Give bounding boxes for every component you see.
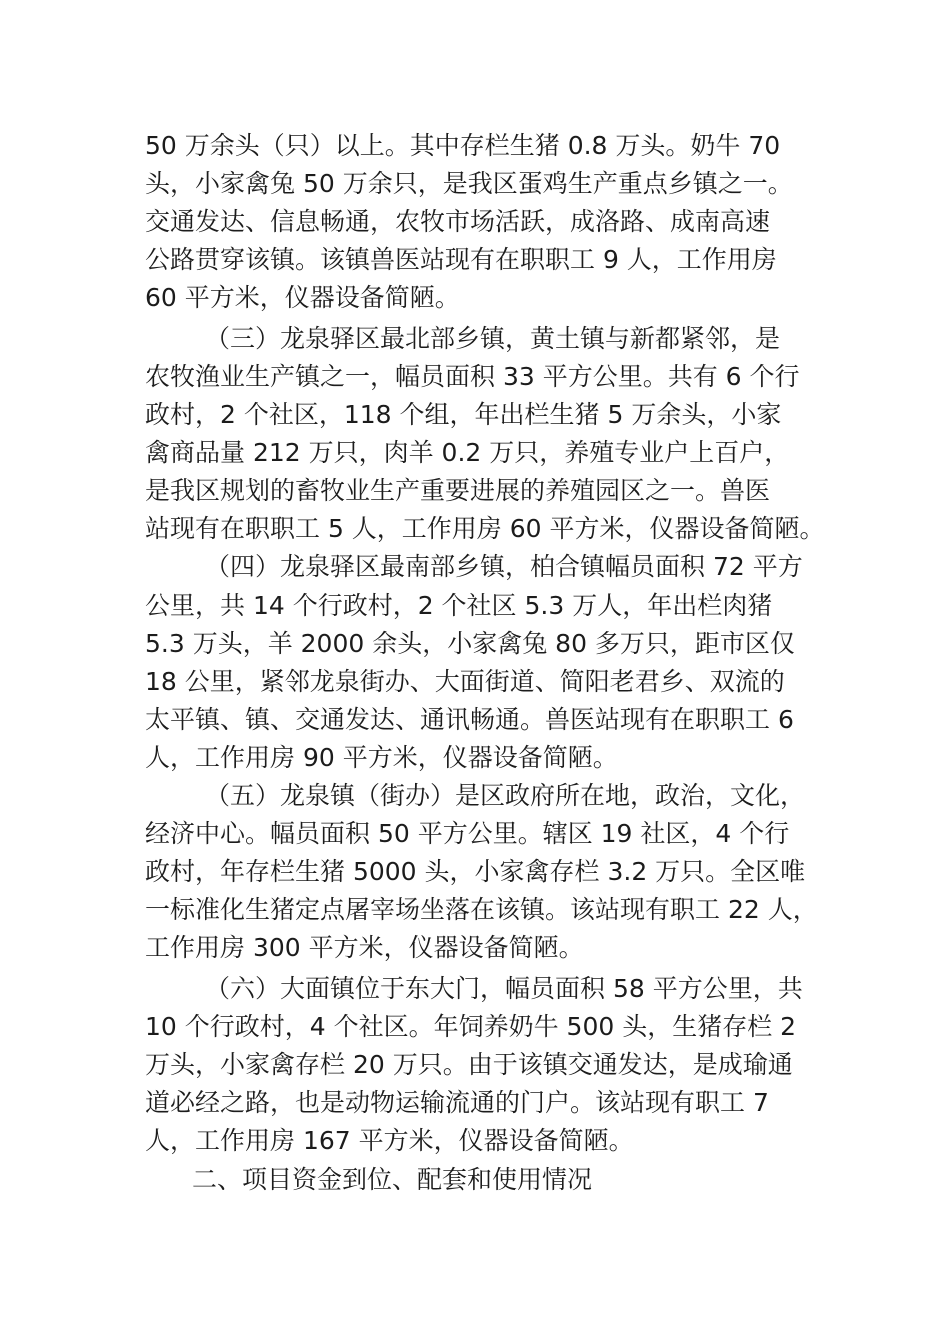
paragraph-line: 农牧渔业生产镇之一，幅员面积 33 平方公里。共有 6 个行	[145, 362, 800, 391]
paragraph-line: 公里，共 14 个行政村，2 个社区 5.3 万人，年出栏肉猪	[145, 591, 773, 620]
paragraph-line: 头，小家禽兔 50 万余只，是我区蛋鸡生产重点乡镇之一。	[145, 169, 793, 198]
paragraph-line: 是我区规划的畜牧业生产重要进展的养殖园区之一。兽医	[145, 476, 771, 505]
paragraph-line: （五）龙泉镇（街办）是区政府所在地，政治，文化，	[205, 781, 806, 810]
paragraph-line: 站现有在职职工 5 人，工作用房 60 平方米，仪器设备简陋。	[145, 514, 825, 543]
paragraph-line: 政村，年存栏生猪 5000 头，小家禽存栏 3.2 万只。全区唯	[145, 857, 806, 886]
paragraph-line: 工作用房 300 平方米，仪器设备简陋。	[145, 933, 584, 962]
paragraph-line: 经济中心。幅员面积 50 平方公里。辖区 19 社区，4 个行	[145, 819, 790, 848]
paragraph-line: 万头，小家禽存栏 20 万只。由于该镇交通发达，是成瑜通	[145, 1050, 793, 1079]
paragraph-line: 人，工作用房 90 平方米，仪器设备简陋。	[145, 743, 618, 772]
paragraph-line: 政村，2 个社区，118 个组，年出栏生猪 5 万余头，小家	[145, 400, 782, 429]
paragraph-line: （三）龙泉驿区最北部乡镇，黄土镇与新都紧邻，是	[205, 324, 781, 353]
paragraph-line: 交通发达、信息畅通，农牧市场活跃，成洛路、成南高速	[145, 207, 771, 236]
paragraph-line: 公路贯穿该镇。该镇兽医站现有在职职工 9 人，工作用房	[145, 245, 777, 274]
paragraph-line: 人，工作用房 167 平方米，仪器设备简陋。	[145, 1126, 634, 1155]
paragraph-line: 道必经之路，也是动物运输流通的门户。该站现有职工 7	[145, 1088, 769, 1117]
paragraph-line: （六）大面镇位于东大门，幅员面积 58 平方公里，共	[205, 974, 803, 1003]
paragraph-line: 10 个行政村，4 个社区。年饲养奶牛 500 头，生猪存栏 2	[145, 1012, 797, 1041]
paragraph-line: 60 平方米，仪器设备简陋。	[145, 283, 460, 312]
paragraph-line: 禽商品量 212 万只，肉羊 0.2 万只，养殖专业户上百户，	[145, 438, 790, 467]
paragraph-line: （四）龙泉驿区最南部乡镇，柏合镇幅员面积 72 平方	[205, 552, 803, 581]
section-heading: 二、项目资金到位、配套和使用情况	[192, 1165, 593, 1194]
paragraph-line: 5.3 万头，羊 2000 余头，小家禽兔 80 多万只，距市区仅	[145, 629, 795, 658]
paragraph-line: 18 公里，紧邻龙泉街办、大面街道、简阳老君乡、双流的	[145, 667, 785, 696]
paragraph-line: 太平镇、镇、交通发达、通讯畅通。兽医站现有在职职工 6	[145, 705, 794, 734]
paragraph-line: 50 万余头（只）以上。其中存栏生猪 0.8 万头。奶牛 70	[145, 131, 781, 160]
paragraph-line: 一标准化生猪定点屠宰场坐落在该镇。该站现有职工 22 人，	[145, 895, 818, 924]
